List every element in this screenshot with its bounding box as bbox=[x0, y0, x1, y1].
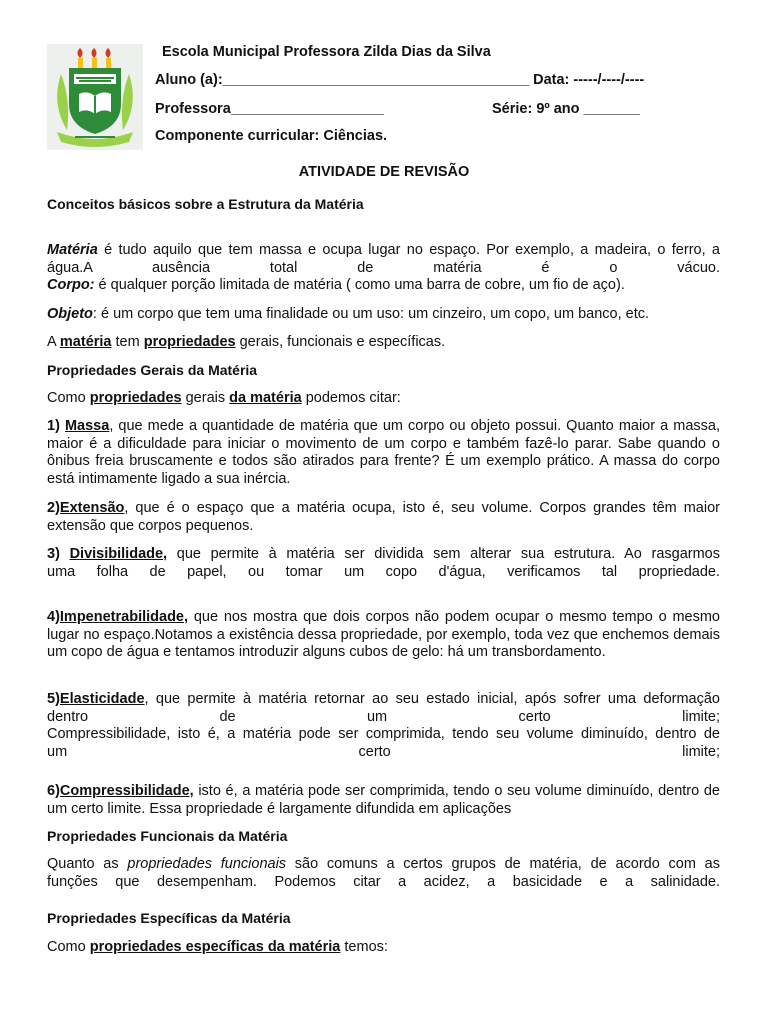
text: um certo limite; bbox=[47, 743, 720, 760]
curricular-component: Componente curricular: Ciências. bbox=[155, 128, 388, 144]
text: funções que desempenham. Podemos citar a acidez, a basicidade e a salinidade. bbox=[47, 873, 720, 890]
term-propriedades-funcionais: propriedades funcionais bbox=[127, 856, 287, 872]
term-impenetrabilidade: Impenetrabilidade, bbox=[59, 609, 189, 625]
term-propriedades-especificas: propriedades específicas da matéria bbox=[89, 939, 341, 955]
item-number: 3) bbox=[47, 546, 70, 562]
term-corpo: Corpo: bbox=[47, 277, 95, 294]
paragraph-como bbox=[47, 390, 720, 408]
term-divisibilidade: Divisibilidade, bbox=[69, 546, 168, 562]
term-elasticidade: Elasticidade bbox=[59, 691, 145, 707]
term-objeto: Objeto bbox=[47, 306, 93, 322]
list-item-massa bbox=[47, 418, 720, 488]
school-crest-icon bbox=[47, 44, 143, 150]
paragraph-objeto bbox=[47, 306, 720, 324]
term-extensao: Extensão bbox=[59, 500, 125, 516]
text: uma folha de papel, ou tomar um copo d'água, verificamos tal propriedade. bbox=[47, 563, 720, 580]
term-materia: Matéria bbox=[47, 242, 98, 258]
text: , que permite à matéria retornar ao seu estado inicial, após sofrer uma deformação bbox=[144, 691, 720, 707]
text: temos: bbox=[340, 939, 388, 955]
paragraph-funcionais bbox=[47, 856, 720, 891]
list-item-divisibilidade bbox=[47, 546, 720, 581]
text: dentro de um certo limite; bbox=[47, 708, 720, 725]
list-item-extensao bbox=[47, 500, 720, 535]
student-name-field: Aluno (a):______________________________________ Data: -----/----/---- bbox=[155, 72, 645, 88]
section-heading-especificas: Propriedades Específicas da Matéria bbox=[47, 910, 291, 926]
text: água.A ausência total de matéria é o vácuo. bbox=[47, 259, 720, 276]
term-materia-underlined: matéria bbox=[59, 334, 112, 350]
grade-field: Série: 9º ano _______ bbox=[492, 101, 640, 117]
text: Como bbox=[47, 390, 90, 406]
document-title: ATIVIDADE DE REVISÃO bbox=[298, 164, 470, 180]
item-number: 1) bbox=[47, 418, 65, 434]
term-da-materia: da matéria bbox=[229, 390, 302, 406]
paragraph-materia bbox=[47, 242, 720, 295]
text: : é um corpo que tem uma finalidade ou um uso: um cinzeiro, um copo, um banco, etc. bbox=[92, 306, 650, 322]
text: podemos citar: bbox=[301, 390, 401, 406]
document-subtitle: Conceitos básicos sobre a Estrutura da Matéria bbox=[47, 196, 364, 212]
text: é qualquer porção limitada de matéria ( como uma barra de cobre, um fio de aço). bbox=[94, 277, 625, 294]
text: Como bbox=[47, 939, 90, 955]
list-item-compressibilidade bbox=[47, 783, 720, 818]
text: que nos mostra que dois corpos não podem ocupar o mesmo tempo o mesmo lugar no espaço.Notamos a existência dessa propriedade, por exemplo, toda vez que enchemos demais um copo de água e tentamos introduzir alguns cubos de gelo: há um transbordamento. bbox=[47, 609, 720, 661]
text: Quanto as bbox=[47, 856, 128, 872]
section-heading-funcionais: Propriedades Funcionais da Matéria bbox=[47, 828, 288, 844]
text: Compressibilidade, isto é, a matéria pode ser comprimida, tendo seu volume diminuído, dentro de bbox=[47, 726, 720, 743]
text: são comuns a certos grupos de matéria, de acordo com as bbox=[286, 856, 720, 872]
item-number: 6) bbox=[47, 783, 60, 799]
school-logo bbox=[47, 44, 143, 150]
term-propriedades: propriedades bbox=[143, 334, 236, 350]
paragraph-a-materia bbox=[47, 334, 720, 352]
list-item-impenetrabilidade bbox=[47, 609, 720, 662]
text: gerais bbox=[181, 390, 230, 406]
term-propriedades: propriedades bbox=[89, 390, 182, 406]
text: que permite à matéria ser dividida sem alterar sua estrutura. Ao rasgarmos bbox=[167, 546, 721, 562]
text: A bbox=[47, 334, 60, 350]
text: é tudo aquilo que tem massa e ocupa lugar no espaço. Por exemplo, a madeira, o ferro, a bbox=[97, 242, 720, 258]
item-number: 4) bbox=[47, 609, 60, 625]
term-massa: Massa bbox=[64, 418, 110, 434]
text: gerais, funcionais e específicas. bbox=[235, 334, 446, 350]
term-compressibilidade: Compressibilidade, bbox=[59, 783, 194, 799]
text: , que é o espaço que a matéria ocupa, isto é, seu volume. Corpos grandes têm maior extensão que corpos pequenos. bbox=[47, 500, 720, 534]
section-heading-gerais: Propriedades Gerais da Matéria bbox=[47, 362, 258, 378]
text: , que mede a quantidade de matéria que um corpo ou objeto possui. Quanto maior a massa, maior é a dificuldade para iniciar o movimento de um corpo e também fazê-lo parar. Sabe quando o ônibus freia bruscamente e todos são atirados para frente? É um exemplo prático. A massa do corpo está intimamente ligado a sua inércia. bbox=[47, 418, 721, 487]
list-item-elasticidade bbox=[47, 691, 720, 761]
item-number: 5) bbox=[47, 691, 60, 707]
item-number: 2) bbox=[47, 500, 60, 516]
text: isto é, a matéria pode ser comprimida, tendo o seu volume diminuído, dentro de um certo limite. Essa propriedade é largamente difundida em aplicações bbox=[47, 783, 720, 817]
text: tem bbox=[111, 334, 144, 350]
teacher-field: Professora___________________ bbox=[155, 101, 384, 117]
school-name: Escola Municipal Professora Zilda Dias da Silva bbox=[162, 44, 491, 60]
paragraph-especificas bbox=[47, 939, 720, 957]
